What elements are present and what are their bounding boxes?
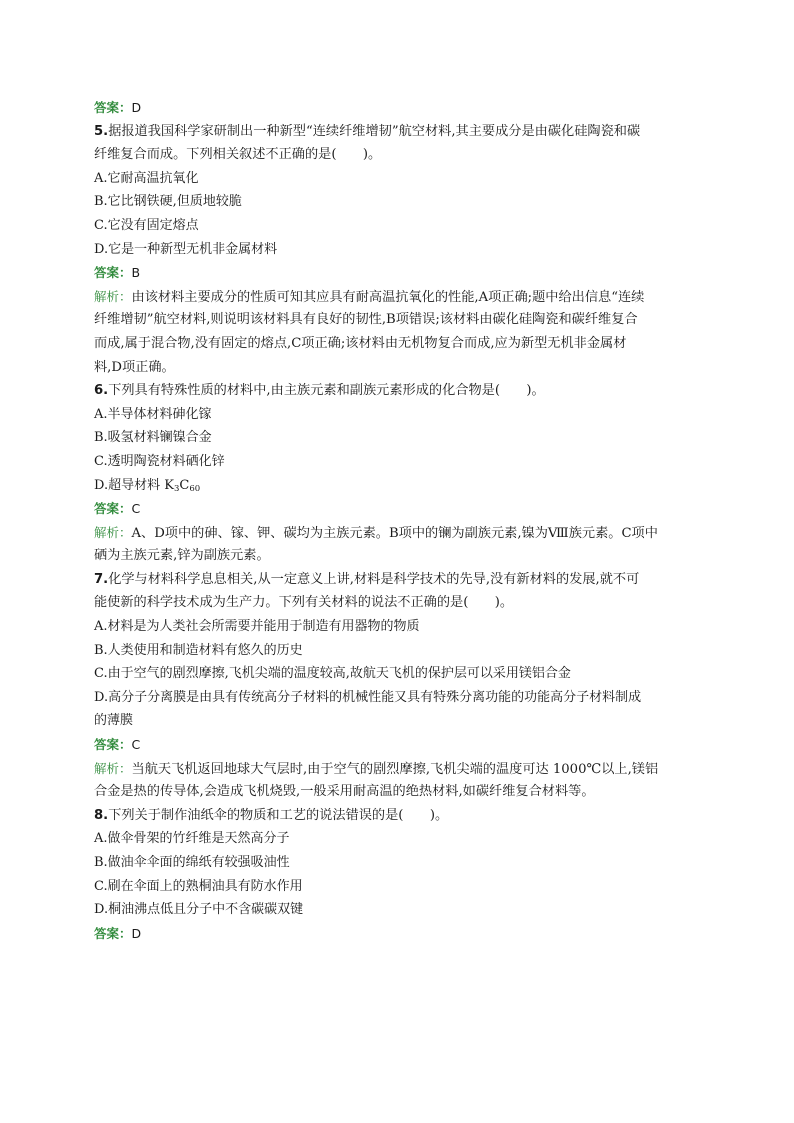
q6-option-a: A.半导体材料砷化镓 <box>94 406 212 422</box>
q5-stem-line2: 纤维复合而成。下列相关叙述不正确的是( )。 <box>94 147 382 163</box>
q6-option-c: C.透明陶瓷材料硒化锌 <box>94 453 225 469</box>
q6-exp-text1: A、D项中的砷、镓、钾、碳均为主族元素。B项中的镧为副族元素,镍为Ⅷ族元素。C项中 <box>131 525 658 541</box>
q5-option-c: C.它没有固定熔点 <box>94 217 199 233</box>
answer-label: 答案： <box>94 925 132 941</box>
q5-option-b: B.它比钢铁硬,但质地较脆 <box>94 194 242 210</box>
q6-answer <box>94 497 704 521</box>
q6-stem-text: 下列具有特殊性质的材料中,由主族元素和副族元素形成的化合物是( )。 <box>108 383 545 399</box>
q7-option-d-cont: 的薄膜 <box>94 713 134 729</box>
q7-stem-text1: 化学与材料科学息息相关,从一定意义上讲,材料是科学技术的先导,没有新材料的发展,就不可 <box>108 571 640 587</box>
q5-number: 5. <box>94 123 109 139</box>
answer-value: C <box>131 501 141 517</box>
q6-option-b: B.吸氢材料镧镍合金 <box>94 430 212 446</box>
q8-stem-text: 下列关于制作油纸伞的物质和工艺的说法错误的是( )。 <box>108 807 449 823</box>
q7-option-d: D.高分子分离膜是由具有传统高分子材料的机械性能又具有特殊分离功能的功能高分子材料制成 <box>94 689 642 705</box>
answer-line-prev <box>94 96 704 120</box>
q7-explanation-line1 <box>94 757 704 781</box>
explanation-label: 解析： <box>94 524 132 540</box>
q5-stem-text1: 据报道我国科学家研制出一种新型“连续纤维增韧”航空材料,其主要成分是由碳化硅陶瓷和碳 <box>108 123 641 139</box>
q6-stem <box>94 379 704 403</box>
answer-label: 答案： <box>94 737 132 753</box>
q7-exp-text1: 当航天飞机返回地球大气层时,由于空气的剧烈摩擦,飞机尖端的温度可达 1000℃以上,镁铝 <box>131 761 659 777</box>
q6-option-d <box>94 474 704 498</box>
q5-stem-line1 <box>94 120 704 144</box>
q8-number: 8. <box>94 807 109 823</box>
q7-option-c: C.由于空气的剧烈摩擦,飞机尖端的温度较高,故航天飞机的保护层可以采用镁铝合金 <box>94 666 571 682</box>
q5-option-d: D.它是一种新型无机非金属材料 <box>94 241 278 257</box>
q8-option-d: D.桐油沸点低且分子中不含碳碳双键 <box>94 902 304 918</box>
q5-explanation-line3: 而成,属于混合物,没有固定的熔点,C项正确;该材料由无机物复合而成,应为新型无机非金属材 <box>94 335 627 351</box>
answer-value: C <box>131 737 141 753</box>
q6-optd-sub1: 3 <box>173 483 180 494</box>
q8-option-b: B.做油伞伞面的绵纸有较强吸油性 <box>94 855 290 870</box>
q5-answer <box>94 261 704 285</box>
q7-stem-line2: 能使新的科学技术成为生产力。下列有关材料的说法不正确的是( )。 <box>94 595 514 611</box>
q5-exp-text1: 由该材料主要成分的性质可知其应具有耐高温抗氧化的性能,A项正确;题中给出信息“连续 <box>131 289 645 305</box>
q7-answer <box>94 733 704 757</box>
q5-explanation-line4: 料,D项正确。 <box>94 359 175 375</box>
q8-answer <box>94 922 704 946</box>
explanation-label: 解析： <box>94 760 132 776</box>
q7-stem-line1 <box>94 568 704 592</box>
answer-value: B <box>131 265 141 281</box>
answer-label: 答案： <box>94 501 132 517</box>
q6-number: 6. <box>94 383 109 399</box>
q7-option-a: A.材料是为人类社会所需要并能用于制造有用器物的物质 <box>94 619 420 635</box>
document-page <box>94 96 704 945</box>
answer-label: 答案： <box>94 265 132 281</box>
q8-option-c: C.刷在伞面上的熟桐油具有防水作用 <box>94 878 303 894</box>
q6-optd-prefix: D.超导材料 K <box>94 477 174 493</box>
q5-option-a: A.它耐高温抗氧化 <box>94 170 199 186</box>
q5-explanation-line2: 纤维增韧”航空材料,则说明该材料具有良好的韧性,B项错误;该材料由碳化硅陶瓷和碳纤维复合 <box>94 312 638 328</box>
explanation-label: 解析： <box>94 288 132 304</box>
answer-label: 答案： <box>94 100 132 115</box>
answer-value: D <box>131 925 142 941</box>
q8-option-a: A.做伞骨架的竹纤维是天然高分子 <box>94 831 290 847</box>
q6-optd-sub2: 60 <box>189 483 201 494</box>
q7-explanation-line2: 合金是热的传导体,会造成飞机烧毁,一般采用耐高温的绝热材料,如碳纤维复合材料等。 <box>94 784 595 800</box>
q7-option-b: B.人类使用和制造材料有悠久的历史 <box>94 642 303 658</box>
q8-stem <box>94 804 704 828</box>
q6-explanation-line2: 硒为主族元素,锌为副族元素。 <box>94 548 270 564</box>
answer-value: D <box>131 100 142 115</box>
q7-number: 7. <box>94 571 109 587</box>
q5-explanation-line1 <box>94 285 704 309</box>
q6-explanation-line1 <box>94 521 704 545</box>
q6-optd-mid: C <box>179 477 190 493</box>
